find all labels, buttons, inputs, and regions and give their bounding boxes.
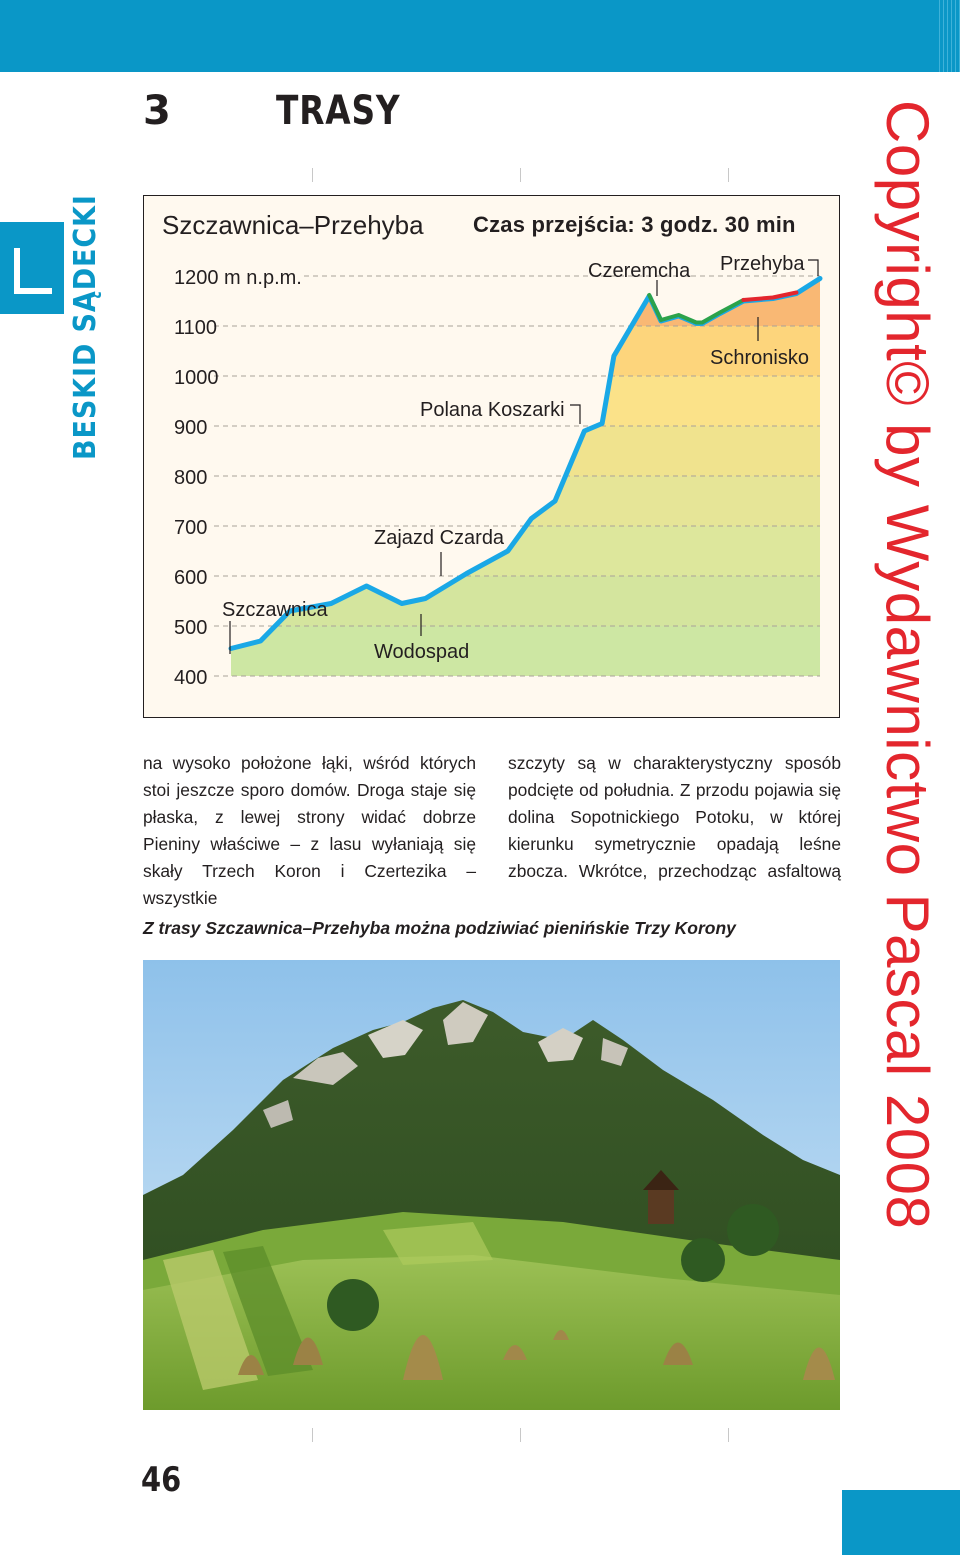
y-tick-label: 400 <box>174 667 208 689</box>
crop-mark <box>728 1428 729 1442</box>
waypoint-label: Polana Koszarki <box>420 399 565 421</box>
bottom-color-band <box>842 1490 960 1555</box>
mountain-photo <box>143 960 840 1410</box>
body-text-left: na wysoko położone łąki, wśród których stoi jeszcze sporo domów. Droga staje się płaska, z lewej strony widać dobrze Pieniny właściwe – z lasu wyłaniają się skały Trzech Koron i Czertezika – wszystkie <box>143 753 476 908</box>
waypoint-label: Wodospad <box>374 641 470 663</box>
elevation-band <box>231 476 820 526</box>
crop-mark <box>312 1428 313 1442</box>
chapter-number: 3 <box>143 88 172 134</box>
waypoint-label: Szczawnica <box>222 599 328 621</box>
body-text-right: szczyty są w charakterystyczny sposób podcięte od południa. Z przodu pojawia się dolina Sopotnickiego Potoku, w której kierunku symetrycznie opadają leśne zbocza. Wkrótce, przechodząc asfaltową <box>508 753 841 881</box>
waypoint-leader <box>570 405 580 424</box>
elevation-band <box>231 426 820 476</box>
waypoint-leader <box>808 260 818 276</box>
route-time: Czas przejścia: 3 godz. 30 min <box>473 212 796 237</box>
top-band-edge-stripe <box>936 0 960 72</box>
y-tick-label: 500 <box>174 617 208 639</box>
region-tab-icon <box>14 248 52 294</box>
elevation-band <box>231 626 820 676</box>
waypoint-label: Przehyba <box>720 253 805 275</box>
copyright-watermark: Copyright© by Wydawnictwo Pascal 2008 <box>874 100 941 1230</box>
elevation-band <box>231 276 820 326</box>
route-title: Szczawnica–Przehyba <box>162 210 424 240</box>
page-number: 46 <box>141 1460 182 1500</box>
y-tick-label: 1100 <box>174 317 218 339</box>
waypoint-label: Schronisko <box>710 347 809 369</box>
elevation-profile-svg <box>144 196 841 719</box>
elevation-profile-chart <box>143 195 840 718</box>
waypoint-label: Czeremcha <box>588 260 691 282</box>
chapter-title: TRASY <box>276 88 401 134</box>
y-tick-label: 1000 <box>174 367 219 389</box>
crop-mark <box>728 168 729 182</box>
y-tick-label: 600 <box>174 567 208 589</box>
crop-mark <box>520 168 521 182</box>
crop-mark <box>312 168 313 182</box>
y-tick-label: 800 <box>174 467 208 489</box>
region-label-rotated <box>68 194 103 460</box>
trzy-korony-landscape-image <box>143 960 840 1410</box>
region-label: BESKID SĄDECKI <box>68 194 103 460</box>
y-tick-label: 900 <box>174 417 208 439</box>
top-color-band <box>0 0 960 72</box>
waypoint-label: Zajazd Czarda <box>374 527 505 549</box>
photo-caption: Z trasy Szczawnica–Przehyba można podziwiać pienińskie Trzy Korony <box>143 918 736 938</box>
y-tick-label: 1200 m n.p.m. <box>174 267 302 289</box>
elevation-band <box>231 526 820 576</box>
crop-mark <box>520 1428 521 1442</box>
y-tick-label: 700 <box>174 517 208 539</box>
